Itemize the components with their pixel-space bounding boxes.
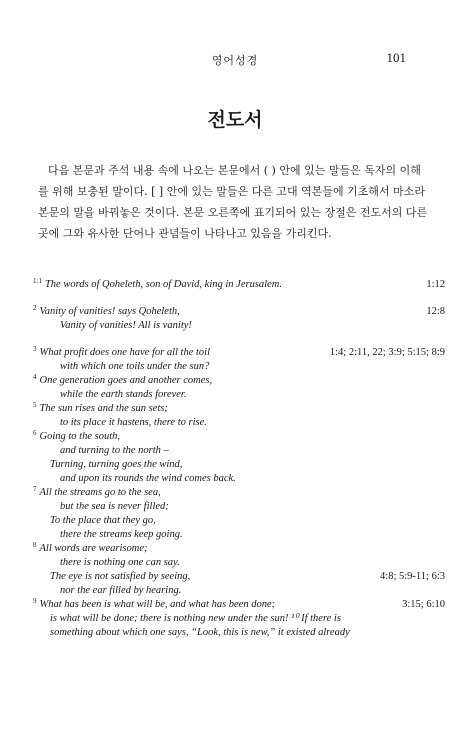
verse-number: 4 — [33, 372, 37, 381]
intro-paragraph — [38, 160, 440, 244]
verse-text: is what will be done; there is nothing new under the sun! ¹⁰ If there is — [50, 613, 341, 624]
verse-text: One generation goes and another comes, — [39, 375, 213, 386]
verse-number: 5 — [33, 400, 37, 409]
verse-line — [33, 570, 445, 584]
verse-text: there is nothing one can say. — [60, 557, 180, 568]
verse-text: there the streams keep going. — [60, 529, 183, 540]
verse-text: to its place it hastens, there to rise. — [60, 417, 207, 428]
verse-line — [33, 486, 445, 500]
cross-reference: 1:4; 2:11, 22; 3:9; 5:15; 8:9 — [329, 347, 445, 358]
verse-number: 9 — [33, 596, 37, 605]
verse-line — [33, 598, 445, 612]
cross-reference: 3:15; 6:10 — [402, 599, 445, 610]
verse-number: 6 — [33, 428, 37, 437]
book-title: 전도서 — [207, 109, 263, 131]
verse-text: nor the ear filled by hearing. — [60, 585, 182, 596]
verse-line — [33, 346, 445, 360]
verse-text: All words are wearisome; — [39, 543, 148, 554]
cross-reference: 1:12 — [426, 279, 445, 290]
verse-list — [33, 265, 445, 640]
verse-line — [33, 514, 445, 528]
verse-number: 2 — [33, 303, 37, 312]
verse-number: 3 — [33, 344, 37, 353]
verse-line — [33, 278, 445, 292]
verse-line — [33, 528, 445, 542]
verse-text: while the earth stands forever. — [60, 389, 187, 400]
verse-text: All the streams go to the sea, — [39, 487, 161, 498]
verse-text: What has been is what will be, and what has been done; — [39, 599, 276, 610]
verse-line — [33, 430, 445, 444]
verse-line — [33, 584, 445, 598]
verse-line — [33, 374, 445, 388]
verse-line — [33, 360, 445, 374]
verse-line — [33, 388, 445, 402]
verse-line — [33, 402, 445, 416]
verse-text: Going to the south, — [39, 431, 120, 442]
intro-line: 본문의 말을 바꿔놓은 것이다. 본문 오른쪽에 표기되어 있는 장절은 전도서의 다른 — [38, 206, 428, 219]
verse-line — [33, 416, 445, 430]
verse-line — [33, 472, 445, 486]
verse-number: 8 — [33, 540, 37, 549]
verse-line — [33, 305, 445, 319]
verse-line — [33, 556, 445, 570]
verse-line — [33, 542, 445, 556]
cross-reference: 12:8 — [426, 306, 445, 317]
verse-text: something about which one says, “Look, this is new,” it existed already — [50, 627, 350, 638]
page-number: 101 — [386, 50, 406, 65]
verse-text: but the sea is never filled; — [60, 501, 169, 512]
verse-text: The words of Qoheleth, son of David, king in Jerusalem. — [44, 279, 282, 290]
running-head: 영어성경 — [211, 54, 259, 67]
verse-text: with which one toils under the sun? — [60, 361, 210, 372]
intro-line: 다음 본문과 주석 내용 속에 나오는 본문에서 ( ) 안에 있는 말들은 독자의 이해 — [48, 164, 421, 177]
verse-number: 7 — [33, 484, 37, 493]
verse-text: What profit does one have for all the toil — [39, 347, 211, 358]
verse-line — [33, 500, 445, 514]
intro-line: 곳에 그와 유사한 단어나 관념들이 나타나고 있음을 가리킨다. — [38, 227, 332, 240]
verse-line — [33, 458, 445, 472]
verse-text: The eye is not satisfied by seeing, — [50, 571, 191, 582]
verse-line — [33, 319, 445, 333]
verse-line — [33, 626, 445, 640]
verse-text: The sun rises and the sun sets; — [39, 403, 168, 414]
verse-line — [33, 612, 445, 626]
intro-line: 를 위해 보충된 말이다. [ ] 안에 있는 말들은 다른 고대 역본들에 기초해서 마소라 — [38, 185, 425, 198]
verse-text: Vanity of vanities! says Qoheleth, — [39, 306, 180, 317]
verse-text: and turning to the north – — [60, 445, 169, 456]
verse-text: Turning, turning goes the wind, — [50, 459, 183, 470]
verse-text: To the place that they go, — [50, 515, 156, 526]
verse-number: 1:1 — [33, 276, 42, 285]
verse-line — [33, 444, 445, 458]
verse-text: and upon its rounds the wind comes back. — [60, 473, 236, 484]
verse-text: Vanity of vanities! All is vanity! — [60, 320, 192, 331]
cross-reference: 4:8; 5:9-11; 6:3 — [380, 571, 445, 582]
